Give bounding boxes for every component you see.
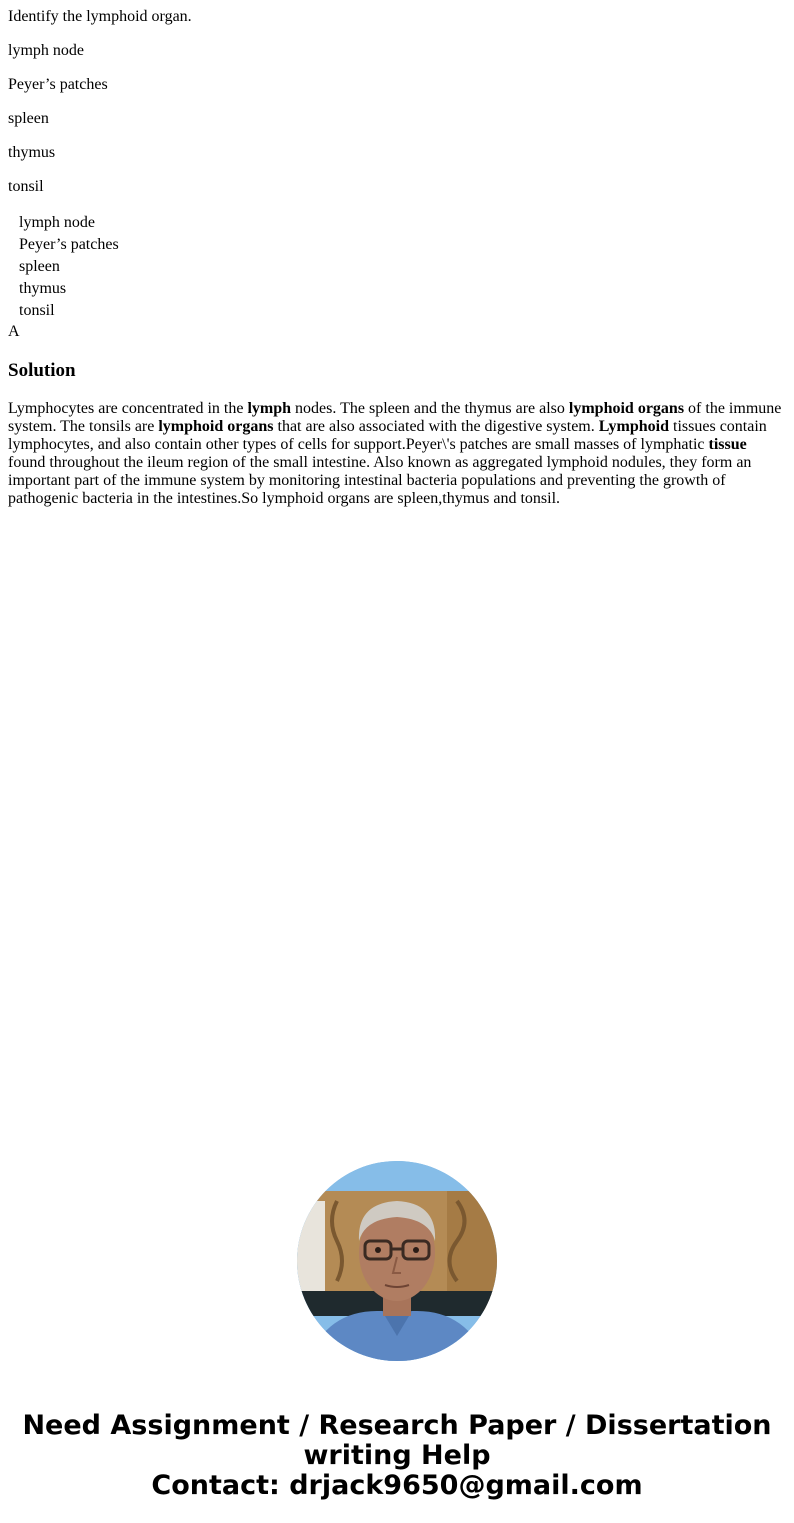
option-list-item: Peyer’s patches	[19, 236, 119, 253]
person-portrait-icon	[297, 1161, 497, 1361]
answer-text: A	[8, 323, 20, 340]
promo-line: Need Assignment / Research Paper / Dissertation	[22, 1410, 772, 1441]
solution-text-segment: Lymphocytes are concentrated in the	[8, 400, 248, 417]
option-text: thymus	[8, 144, 56, 161]
option-list	[8, 212, 786, 322]
option-list-item: tonsil	[19, 302, 55, 319]
option-list-item: spleen	[19, 258, 60, 275]
question-text: Identify the lymphoid organ.	[8, 8, 192, 25]
solution-bold-term: lymphoid organs	[568, 400, 685, 417]
solution-text-segment: of the immune system. The tonsils are	[8, 400, 782, 435]
solution-bold-term: tissue	[708, 436, 747, 453]
option-text: tonsil	[8, 178, 44, 195]
solution-text-segment: that are also associated with the digestive system.	[273, 418, 599, 435]
promo-text	[0, 1411, 794, 1501]
option-text: lymph node	[8, 42, 84, 59]
solution-text-segment: nodes. The spleen and the thymus are also	[291, 400, 569, 417]
solution-paragraph	[8, 400, 786, 508]
solution-bold-term: lymphoid organs	[158, 418, 274, 435]
promo-block	[0, 1161, 794, 1501]
promo-line: writing Help	[303, 1440, 491, 1471]
contact-email: Contact: drjack9650@gmail.com	[151, 1470, 643, 1501]
option-text: Peyer’s patches	[8, 76, 108, 93]
option-list-item: thymus	[19, 280, 67, 297]
option-list-item: lymph node	[19, 214, 95, 231]
solution-bold-term: lymph	[247, 400, 292, 417]
solution-bold-term: Lymphoid	[598, 418, 670, 435]
avatar	[297, 1161, 497, 1361]
solution-text-segment: found throughout the ileum region of the small intestine. Also known as aggregated lymphoid nodules, they form an important part of the immune system by monitoring intestinal bacteria populations and preventing the growth of pathogenic bacteria in the intestines.So lymphoid organs are spleen,thymus and tonsil.	[8, 454, 752, 507]
option-text: spleen	[8, 110, 49, 127]
solution-text-segment: tissues contain lymphocytes, and also contain other types of cells for support.Peyer\'s patches are small masses of lymphatic	[8, 418, 767, 453]
document-body	[0, 8, 794, 508]
solution-heading: Solution	[8, 360, 76, 381]
